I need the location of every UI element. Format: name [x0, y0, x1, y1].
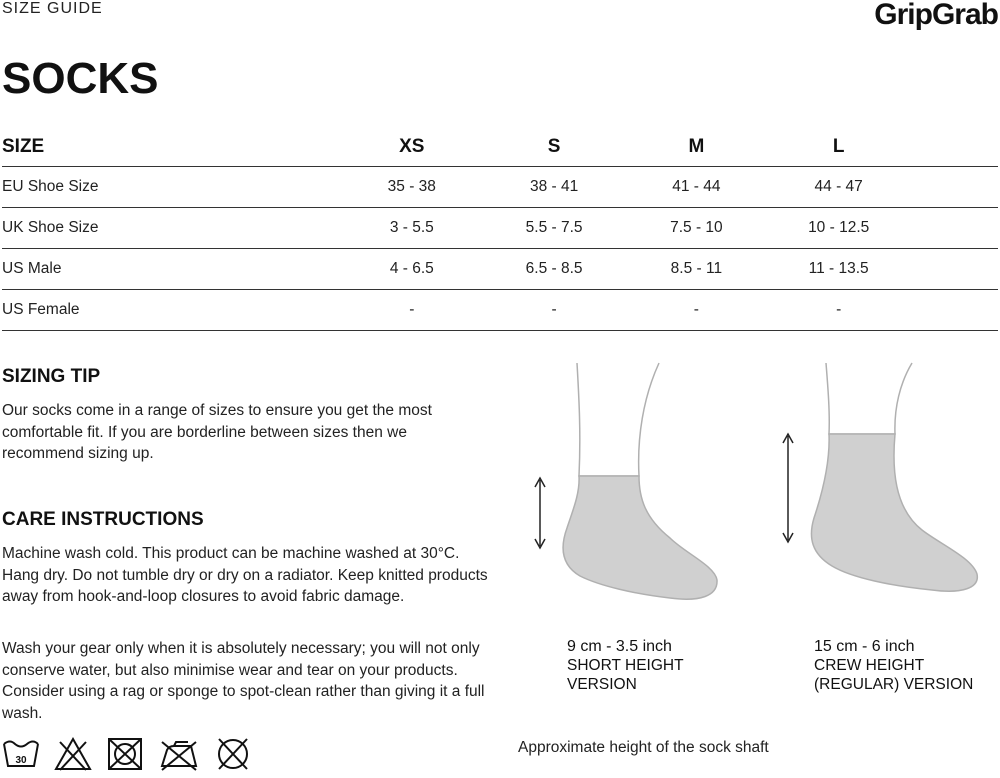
row-label: UK Shoe Size — [2, 218, 99, 236]
crew-line2: (REGULAR) VERSION — [814, 676, 974, 693]
table-cell: 4 - 6.5 — [389, 259, 434, 277]
crew-line1: CREW HEIGHT — [814, 657, 925, 674]
table-row — [2, 248, 998, 289]
table-cell: 7.5 - 10 — [670, 218, 723, 236]
wash-30-icon — [2, 736, 40, 772]
column-spacer — [910, 207, 998, 248]
brand-logo: GripGrab — [874, 0, 998, 31]
no-tumble-dry-icon — [106, 736, 144, 772]
table-cell: 10 - 12.5 — [808, 218, 870, 236]
short-sock-shape — [563, 476, 717, 599]
table-cell: 8.5 - 11 — [670, 259, 723, 277]
column-header: XS — [399, 135, 425, 157]
care-heading: CARE INSTRUCTIONS — [2, 509, 204, 530]
table-row — [2, 166, 998, 207]
column-spacer — [910, 166, 998, 207]
column-header: L — [832, 135, 845, 157]
sizing-tip-heading: SIZING TIP — [2, 366, 101, 387]
table-header-row — [2, 128, 998, 166]
size-table — [2, 128, 998, 331]
table-cell: - — [693, 300, 699, 318]
page-title: SOCKS — [2, 54, 159, 103]
sizing-tip-text: Our socks come in a range of sizes to ensure you get the most comfortable fit. If you are borderline between sizes then we recommend sizing up. — [2, 402, 432, 462]
illustration-footnote: Approximate height of the sock shaft — [518, 739, 769, 756]
table-cell: 11 - 13.5 — [808, 259, 869, 277]
table-cell: 38 - 41 — [529, 177, 579, 195]
column-header: M — [688, 135, 705, 157]
care-paragraph-1: Machine wash cold. This product can be machine washed at 30°C. Hang dry. Do not tumble dry or dry on a radiator. Keep knitted products away from hook-and-loop closures to avoid fabric damage. — [2, 545, 488, 605]
table-cell: 5.5 - 7.5 — [525, 218, 583, 236]
no-iron-icon — [158, 736, 200, 772]
row-label: EU Shoe Size — [2, 177, 99, 195]
column-spacer — [910, 248, 998, 289]
column-spacer — [910, 289, 998, 330]
column-header: SIZE — [2, 135, 45, 157]
table-cell: 35 - 38 — [387, 177, 436, 195]
column-header: S — [547, 135, 561, 157]
row-label: US Female — [2, 300, 80, 318]
table-row — [2, 289, 998, 330]
row-label: US Male — [2, 259, 62, 277]
care-icons — [2, 736, 252, 772]
short-line1: SHORT HEIGHT — [567, 657, 684, 674]
table-row — [2, 207, 998, 248]
crew-sock-shape — [811, 434, 977, 591]
size-guide-label: SIZE GUIDE — [2, 0, 103, 17]
short-measure: 9 cm - 3.5 inch — [567, 638, 672, 655]
no-bleach-icon — [54, 736, 92, 772]
table-cell: 6.5 - 8.5 — [525, 259, 583, 277]
crew-sock-illustration — [772, 358, 992, 628]
table-cell: 3 - 5.5 — [389, 218, 434, 236]
table-cell: - — [409, 300, 415, 318]
short-caption — [567, 637, 684, 694]
short-sock-illustration — [525, 358, 725, 628]
table-cell: - — [551, 300, 557, 318]
column-spacer — [910, 128, 998, 166]
crew-measure: 15 cm - 6 inch — [814, 638, 915, 655]
table-cell: 41 - 44 — [672, 177, 721, 195]
short-line2: VERSION — [567, 676, 637, 693]
care-paragraph-2: Wash your gear only when it is absolutely necessary; you will not only conserve water, but also minimise wear and tear on your products. Consider using a rag or sponge to spot-clean rather than giving it a full wash. — [2, 640, 485, 722]
table-cell: 44 - 47 — [814, 177, 863, 195]
crew-caption — [814, 637, 973, 694]
table-cell: - — [836, 300, 842, 318]
no-dry-clean-icon — [214, 736, 252, 772]
wash-temp-label: 30 — [15, 755, 27, 766]
